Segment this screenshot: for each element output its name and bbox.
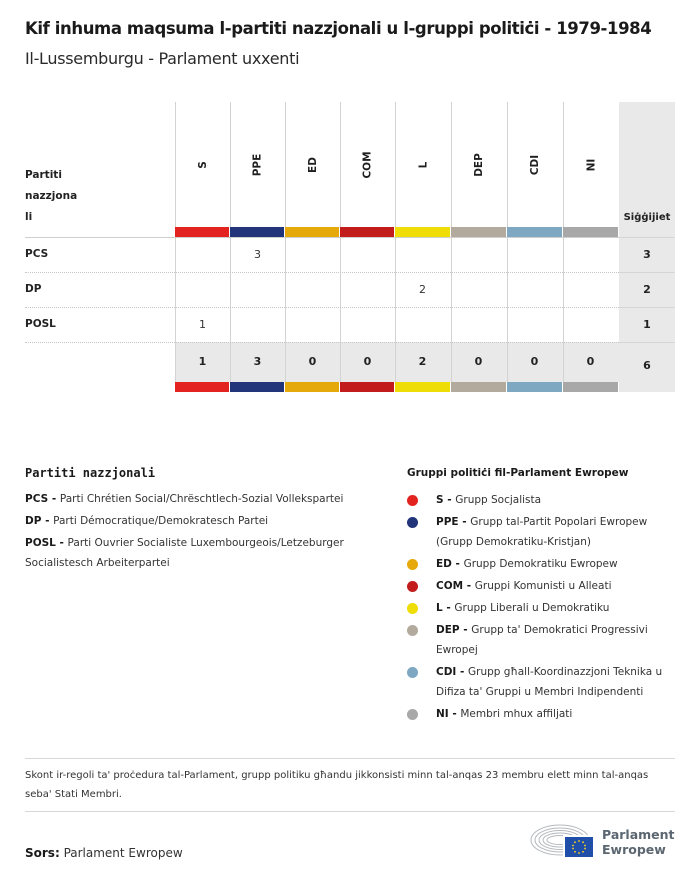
- column-total: 3: [253, 355, 262, 368]
- group-color-bar-ni: [563, 227, 618, 237]
- page-subtitle: Il-Lussemburgu - Parlament uxxenti: [25, 49, 300, 68]
- hemicycle-icon: [530, 820, 600, 862]
- column-header-l: [395, 102, 451, 227]
- party-code: POSL: [25, 537, 56, 549]
- table-cell: 1: [199, 318, 206, 331]
- group-legend-item: [407, 704, 677, 724]
- column-total: 0: [530, 355, 539, 368]
- source-value: Parlament Ewropew: [59, 846, 183, 860]
- group-color-dot-icon: [407, 709, 418, 720]
- separator: -: [443, 494, 456, 506]
- parliament-logo: [530, 820, 680, 862]
- column-header-label: CDI: [529, 154, 541, 175]
- group-color-bar-ppe: [230, 227, 284, 237]
- party-label-posl: POSL: [25, 318, 56, 330]
- column-header-label: NI: [584, 158, 597, 171]
- row-divider: [25, 342, 619, 343]
- legend-title: Gruppi politiċi fil-Parlament Ewropew: [407, 467, 629, 479]
- row-header-label: Partiti nazzjona li: [25, 169, 78, 223]
- group-name: Grupp Demokratiku Ewropew: [463, 558, 618, 570]
- group-color-bar-dep: [451, 227, 506, 237]
- separator: -: [458, 516, 471, 528]
- party-code: DP: [25, 515, 42, 527]
- separator: -: [41, 515, 54, 527]
- separator: -: [442, 602, 455, 614]
- party-label-dp: DP: [25, 283, 42, 295]
- group-legend-item: [407, 490, 677, 510]
- total-header: Siġġijiet: [623, 212, 671, 223]
- total-column-bg: [619, 102, 675, 392]
- party-name: Parti Ouvrier Socialiste Luxembourgeois/Letzeburger Socialistesch Arbeiterpartei: [25, 537, 344, 569]
- party-name: Parti Chrétien Social/Chrëschtlech-Sozial Vollekspartei: [59, 493, 344, 505]
- footnote: Skont ir-regoli ta' proċedura tal-Parlament, grupp politiku għandu jikkonsisti minn tal-anqas 23 membru elett minn tal-anqas seba' Stati Membri.: [25, 770, 649, 800]
- group-code: COM: [436, 580, 464, 592]
- group-legend-item: [407, 554, 677, 574]
- row-total: 1: [643, 318, 651, 331]
- party-legend-item: [25, 533, 370, 573]
- column-header-label: ED: [306, 156, 319, 173]
- group-code: CDI: [436, 666, 457, 678]
- party-label-pcs: PCS: [25, 248, 49, 260]
- group-code: L: [436, 602, 443, 614]
- group-name: Grupp ta' Demokratici Progressivi Ewropej: [436, 624, 648, 656]
- column-total: 0: [474, 355, 483, 368]
- column-header-ed: [285, 102, 340, 227]
- separator: -: [463, 580, 475, 592]
- group-color-dot-icon: [407, 667, 418, 678]
- total-divider: [619, 237, 675, 238]
- group-color-bar-dep: [451, 382, 506, 392]
- row-divider: [25, 272, 619, 273]
- group-color-dot-icon: [407, 581, 418, 592]
- separator: -: [55, 537, 68, 549]
- national-parties-legend: [25, 466, 370, 575]
- group-color-bar-ed: [285, 382, 339, 392]
- group-color-bar-l: [395, 227, 450, 237]
- row-total: 3: [643, 248, 651, 261]
- separator: -: [48, 493, 60, 505]
- legend-title: Partiti nazzjonali: [25, 466, 156, 480]
- group-color-bar-s: [175, 227, 229, 237]
- seat-distribution-table: [0, 0, 700, 400]
- column-header-label: COM: [361, 150, 374, 179]
- column-header-com: [340, 102, 395, 227]
- separator: -: [451, 558, 464, 570]
- group-legend-item: [407, 662, 677, 702]
- political-groups-legend: [407, 467, 677, 726]
- total-divider: [619, 272, 675, 273]
- group-color-bar-s: [175, 382, 229, 392]
- group-color-bar-com: [340, 382, 394, 392]
- group-color-bar-ed: [285, 227, 339, 237]
- group-color-dot-icon: [407, 603, 418, 614]
- group-color-bar-l: [395, 382, 450, 392]
- group-name: Gruppi Komunisti u Alleati: [474, 580, 612, 592]
- group-name: Grupp għall-Koordinazzjoni Teknika u Difiza ta' Gruppi u Membri Indipendenti: [436, 666, 663, 698]
- total-divider: [619, 342, 675, 343]
- group-color-bar-ni: [563, 382, 618, 392]
- divider: [25, 758, 675, 759]
- source-label: Sors:: [25, 846, 60, 860]
- group-color-dot-icon: [407, 517, 418, 528]
- column-header-s: [175, 102, 230, 227]
- column-header-label: PPE: [251, 153, 264, 176]
- group-color-bar-cdi: [507, 227, 562, 237]
- party-legend-item: [25, 489, 370, 509]
- divider: [25, 811, 675, 812]
- source: [25, 846, 183, 860]
- table-cell: 3: [254, 248, 261, 261]
- column-header-label: L: [416, 161, 429, 168]
- group-name: Grupp Liberali u Demokratiku: [454, 602, 610, 614]
- party-legend-item: [25, 511, 370, 531]
- group-code: NI: [436, 708, 449, 720]
- group-legend-item: [407, 576, 677, 596]
- group-color-bar-com: [340, 227, 394, 237]
- separator: -: [456, 666, 469, 678]
- column-total: 0: [363, 355, 372, 368]
- group-code: S: [436, 494, 444, 506]
- logo-line-1: Parlament: [602, 827, 675, 842]
- row-total: 2: [643, 283, 651, 296]
- logo-line-2: Ewropew: [602, 842, 666, 857]
- column-header-label: DEP: [473, 152, 485, 177]
- group-legend-item: [407, 512, 677, 552]
- party-name: Parti Démocratique/Demokratesch Partei: [53, 515, 269, 527]
- table-cell: 2: [419, 283, 426, 296]
- column-header-cdi: [507, 102, 563, 227]
- eu-flag-icon: [565, 837, 593, 857]
- total-divider: [619, 307, 675, 308]
- column-header-label: S: [196, 160, 209, 169]
- group-name: Membri mhux affiljati: [460, 708, 573, 720]
- group-code: PPE: [436, 516, 459, 528]
- group-name: Grupp Socjalista: [455, 494, 542, 506]
- group-legend-item: [407, 620, 677, 660]
- header-divider: [25, 237, 619, 238]
- page-title: Kif inhuma maqsuma l-partiti nazzjonali u l-gruppi politiċi - 1979-1984: [25, 19, 652, 38]
- group-code: DEP: [436, 624, 460, 636]
- group-code: ED: [436, 558, 452, 570]
- column-total: 1: [198, 355, 207, 368]
- group-legend-item: [407, 598, 677, 618]
- column-total: 2: [418, 355, 427, 368]
- group-color-bar-cdi: [507, 382, 562, 392]
- logo-text: [602, 827, 675, 857]
- party-code: PCS: [25, 493, 49, 505]
- group-color-dot-icon: [407, 559, 418, 570]
- column-header-ppe: [230, 102, 285, 227]
- column-header-dep: [451, 102, 507, 227]
- group-color-dot-icon: [407, 495, 418, 506]
- row-divider: [25, 307, 619, 308]
- group-name: Grupp tal-Partit Popolari Ewropew (Grupp Demokratiku-Kristjan): [436, 516, 648, 548]
- column-header-ni: [563, 102, 619, 227]
- separator: -: [448, 708, 461, 720]
- separator: -: [459, 624, 472, 636]
- group-color-bar-ppe: [230, 382, 284, 392]
- group-color-dot-icon: [407, 625, 418, 636]
- column-total: 0: [308, 355, 317, 368]
- grand-total: 6: [643, 359, 651, 372]
- column-total: 0: [586, 355, 595, 368]
